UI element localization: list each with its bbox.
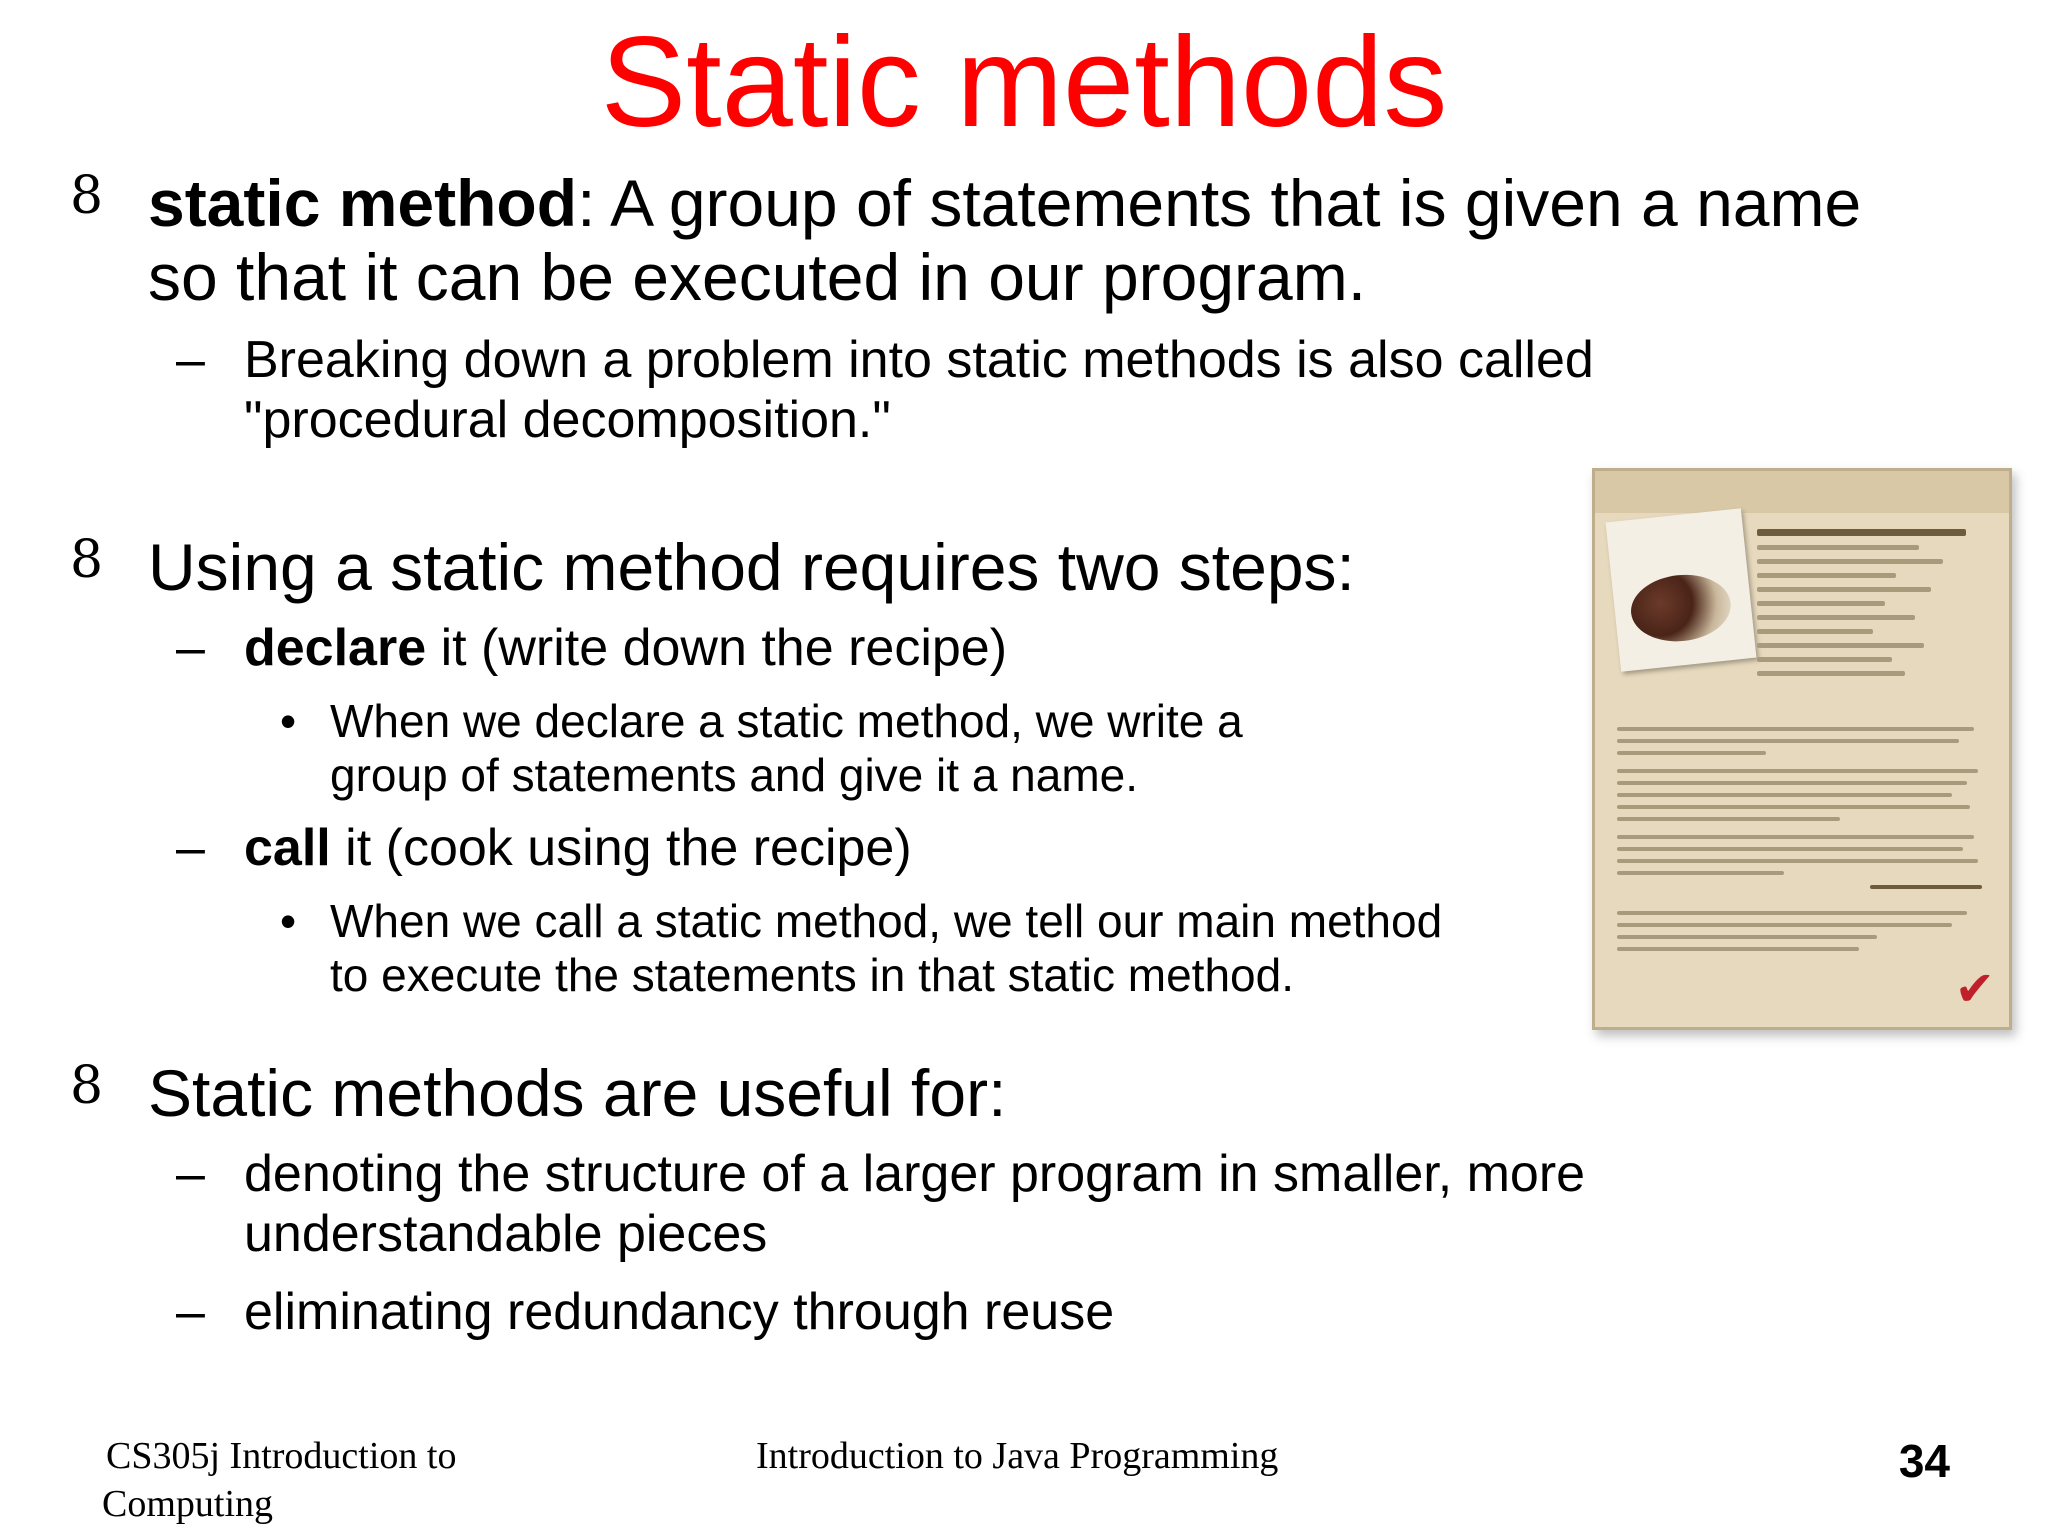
sub-bullet-text: "procedural decomposition." [244, 391, 891, 449]
food-photo [1606, 508, 1757, 671]
sub-bullet-line [244, 818, 912, 878]
dot-marker: • [280, 895, 297, 947]
bullet-line [148, 166, 1861, 240]
detail-text: group of statements and give it a name. [330, 749, 1139, 801]
footer-course-line2: Computing [102, 1483, 274, 1525]
dash-marker: – [176, 1283, 205, 1341]
dash-marker: – [176, 619, 205, 677]
footer-title: Introduction to Java Programming [756, 1435, 1279, 1477]
food-plate [1628, 570, 1734, 646]
footer-course-line1: CS305j Introduction to [106, 1435, 457, 1477]
checkmark-icon: ✔ [1954, 961, 1995, 1017]
term-call: call [244, 819, 331, 877]
bullet-marker: 8 [70, 166, 104, 226]
term-declare: declare [244, 619, 427, 677]
detail-text: to execute the statements in that static method. [330, 949, 1294, 1001]
bullet-text: : A group of statements that is given a name [577, 166, 1862, 240]
page-number: 34 [1898, 1435, 1950, 1487]
dash-marker: – [176, 819, 205, 877]
recipe-card-header [1595, 471, 2009, 513]
term-static-method: static method [148, 166, 578, 240]
detail-text: When we call a static method, we tell our main method [330, 895, 1443, 947]
bullet-text: Using a static method requires two steps: [148, 530, 1355, 604]
sub-bullet-text: understandable pieces [244, 1205, 768, 1263]
sub-bullet-text: eliminating redundancy through reuse [244, 1283, 1115, 1341]
sub-bullet-text: it (cook using the recipe) [330, 819, 912, 877]
slide-title: Static methods [600, 11, 1448, 154]
bullet-line: so that it can be executed in our program. [148, 240, 1367, 314]
bullet-marker: 8 [70, 530, 104, 590]
bullet-marker: 8 [70, 1056, 104, 1116]
dot-marker: • [280, 695, 297, 747]
sub-bullet-text: it (write down the recipe) [426, 619, 1008, 677]
sub-bullet-line [244, 618, 1007, 678]
recipe-card-icon [1592, 468, 2012, 1030]
recipe-instruction-lines [1617, 727, 1989, 959]
detail-text: When we declare a static method, we write a [330, 695, 1243, 747]
sub-bullet-text: Breaking down a problem into static methods is also called [244, 331, 1594, 389]
dash-marker: – [176, 1145, 205, 1203]
bullet-text: Static methods are useful for: [148, 1056, 1007, 1130]
dash-marker: – [176, 331, 205, 389]
sub-bullet-text: denoting the structure of a larger program in smaller, more [244, 1145, 1586, 1203]
recipe-ingredient-lines [1757, 529, 1989, 685]
footer-course [102, 1432, 457, 1528]
